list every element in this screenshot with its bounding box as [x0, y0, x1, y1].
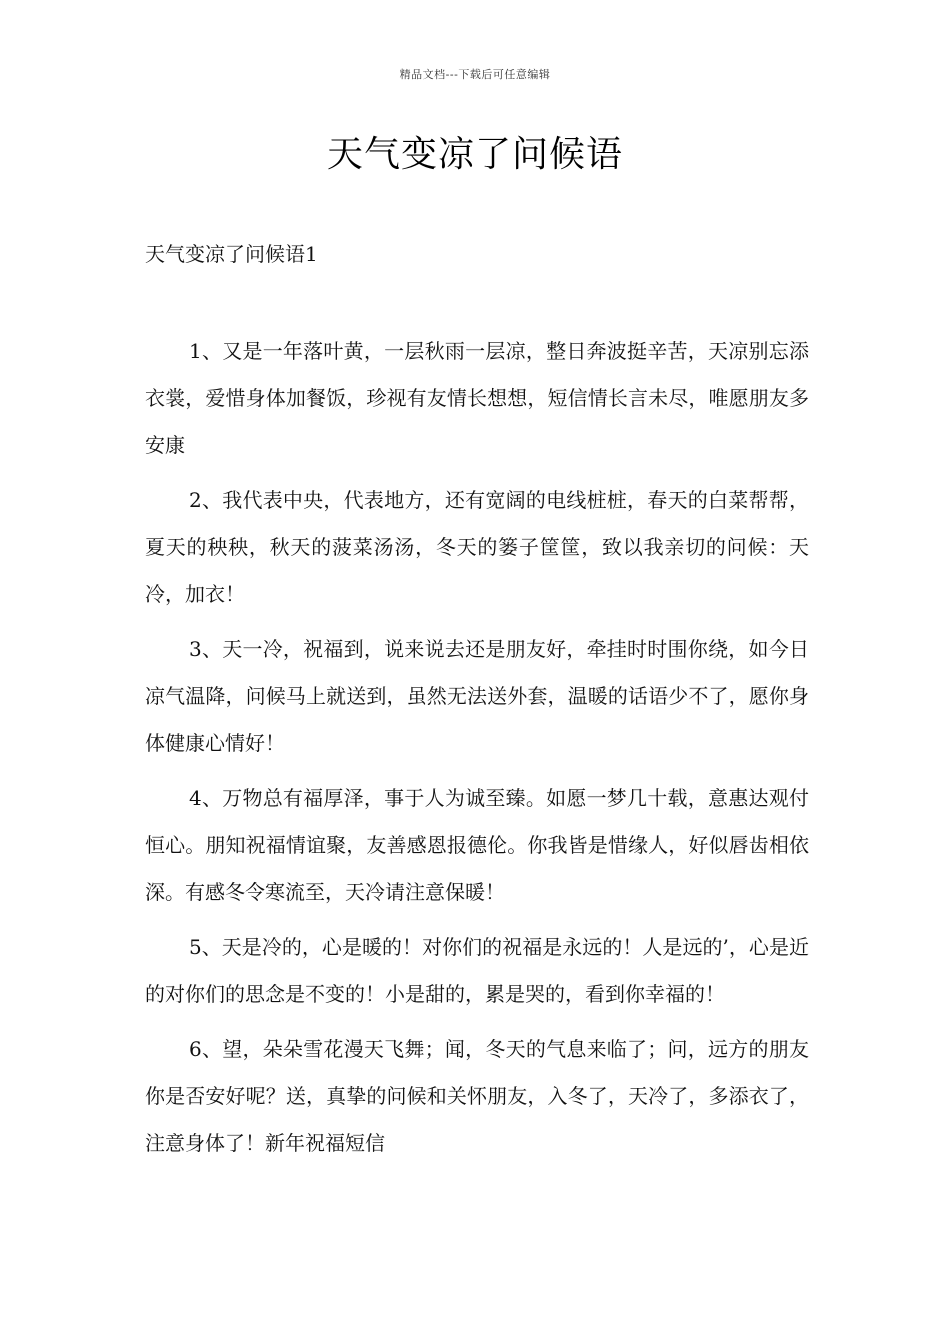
- document-title: 天气变凉了问候语: [326, 134, 623, 175]
- paragraph-4: 4、万物总有福厚泽，事于人为诚至臻。如愿一梦几十载，意惠达观付恒心。朋知祝福情谊聚，友善感恩报德伦。你我皆是惜缘人，好似唇齿相依深。有感冬令寒流至，天冷请注意保暖！: [145, 786, 809, 904]
- section-heading: 天气变凉了问候语1: [145, 242, 318, 266]
- paragraph-5: 5、天是冷的，心是暖的！对你们的祝福是永远的！人是远的’，心是近的对你们的思念是不变的！小是甜的，累是哭的，看到你幸福的！: [145, 935, 809, 1006]
- paragraph-3: 3、天一冷，祝福到，说来说去还是朋友好，牵挂时时围你绕，如今日凉气温降，问候马上就送到，虽然无法送外套，温暖的话语少不了，愿你身体健康心情好！: [145, 637, 809, 755]
- paragraph-6: 6、望，朵朵雪花漫天飞舞；闻，冬天的气息来临了；问，远方的朋友你是否安好呢？送，真挚的问候和关怀朋友，入冬了，天冷了，多添衣了，注意身体了！新年祝福短信: [145, 1037, 809, 1155]
- document-body: [145, 328, 809, 1175]
- header-note: 精品文档---下载后可任意编辑: [399, 68, 551, 81]
- paragraph-2: 2、我代表中央，代表地方，还有宽阔的电线桩桩，春天的白菜帮帮，夏天的秧秧，秋天的菠菜汤汤，冬天的篓子筐筐，致以我亲切的问候：天冷，加衣！: [145, 488, 809, 606]
- paragraph-1: 1、又是一年落叶黄，一层秋雨一层凉，整日奔波挺辛苦，天凉别忘添衣裳，爱惜身体加餐饭，珍视有友情长想想，短信情长言未尽，唯愿朋友多安康: [145, 339, 809, 457]
